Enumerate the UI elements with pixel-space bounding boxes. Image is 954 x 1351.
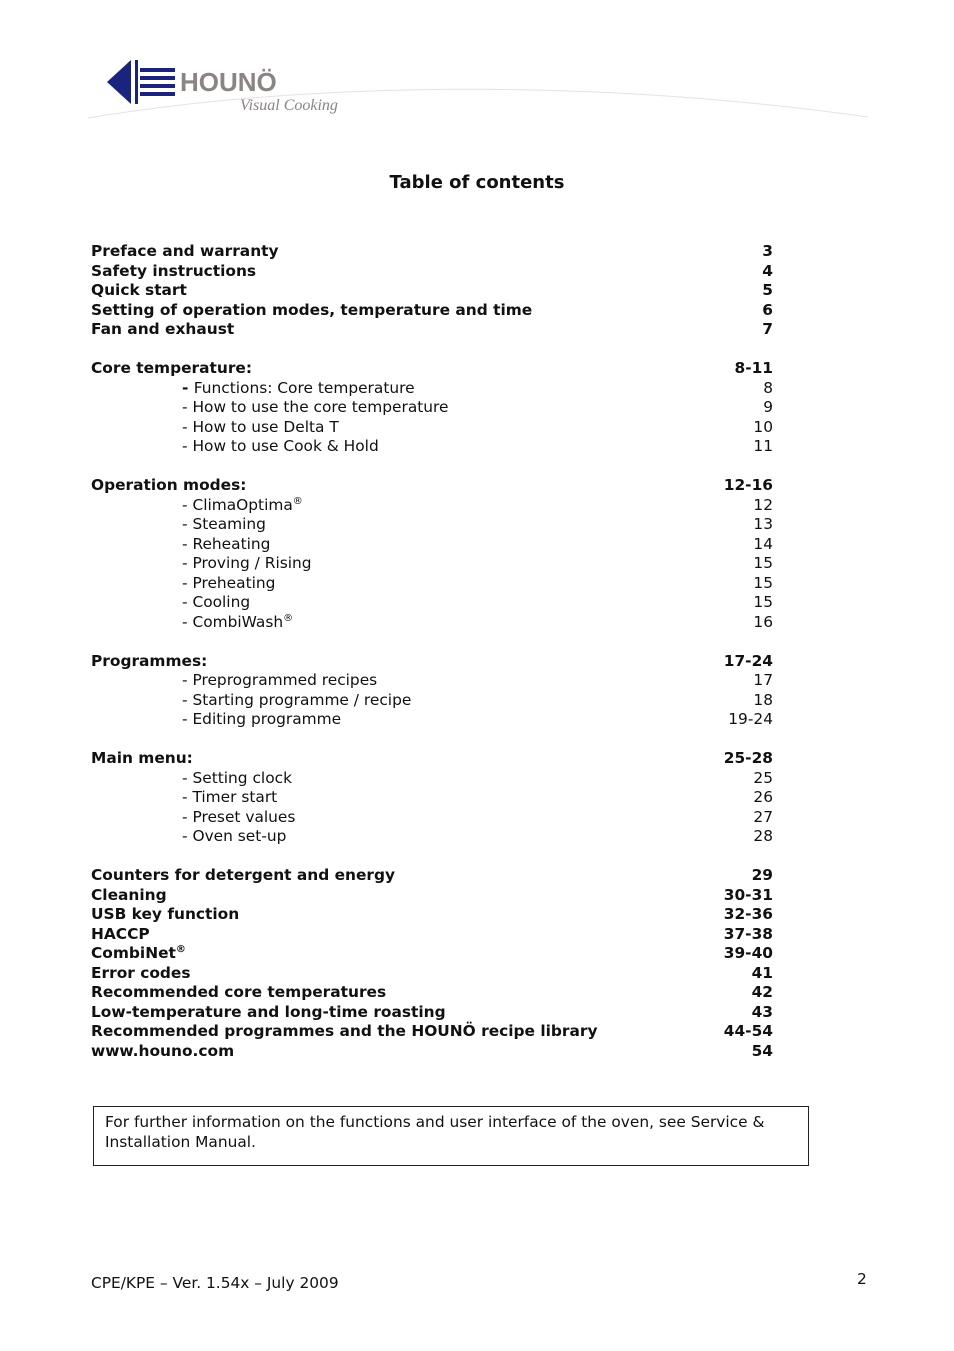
- houno-logo: [88, 55, 868, 125]
- toc-page-number: 10: [753, 417, 773, 436]
- toc-page-number: 17-24: [723, 651, 773, 670]
- toc-entry-text: Preset values: [192, 807, 296, 826]
- toc-entry-label: [91, 652, 207, 672]
- footer-version: CPE/KPE – Ver. 1.54x – July 2009: [91, 1274, 339, 1292]
- toc-entry-label: [91, 749, 193, 769]
- toc-page-number: 54: [751, 1041, 773, 1060]
- toc-entry-label: [91, 808, 295, 828]
- toc-section-row: [91, 1042, 773, 1062]
- toc-subitem-row: [91, 398, 773, 418]
- toc-page-number: 5: [762, 281, 773, 299]
- toc-section-row: [91, 749, 773, 769]
- info-note-text: For further information on the functions and user interface of the oven, see Service & Installation Manual.: [105, 1113, 765, 1151]
- toc-section-row: [91, 359, 773, 379]
- toc-subitem-row: [91, 418, 773, 438]
- toc-entry-label: [91, 554, 312, 574]
- toc-entry-text: Quick start: [91, 281, 187, 299]
- toc-page-number: 12: [753, 495, 773, 514]
- toc-page-number: 19-24: [728, 710, 773, 728]
- toc-bullet-dash: -: [182, 573, 193, 592]
- table-of-contents: [91, 242, 773, 1061]
- toc-entry-text: Cooling: [192, 593, 251, 611]
- toc-entry-label: [91, 925, 150, 945]
- toc-entry-text: USB key function: [91, 905, 240, 923]
- toc-entry-text: Cleaning: [91, 885, 167, 904]
- toc-bullet-dash: -: [182, 710, 193, 728]
- toc-subitem-row: [91, 808, 773, 828]
- toc-page-number: 32-36: [723, 905, 773, 923]
- toc-entry-label: [91, 535, 270, 555]
- toc-bullet-dash: -: [182, 378, 194, 397]
- toc-entry-label: [91, 769, 292, 789]
- registered-mark: ®: [292, 495, 303, 507]
- toc-bullet-dash: -: [182, 612, 193, 631]
- toc-section-row: [91, 1022, 773, 1042]
- toc-subitem-row: [91, 827, 773, 847]
- toc-entry-text: Safety instructions: [91, 261, 257, 280]
- toc-section-row: [91, 320, 773, 340]
- toc-entry-text: Low-temperature and long-time roasting: [91, 1002, 446, 1021]
- toc-entry-text: Programmes:: [91, 651, 208, 670]
- toc-page-number: 14: [753, 534, 773, 553]
- toc-page-number: 25: [753, 768, 773, 787]
- toc-subitem-row: [91, 535, 773, 555]
- toc-page-number: 25-28: [723, 749, 773, 767]
- toc-entry-label: [91, 359, 252, 379]
- toc-page-number: 44-54: [723, 1022, 773, 1040]
- toc-subitem-row: [91, 496, 773, 516]
- toc-bullet-dash: -: [182, 437, 193, 455]
- toc-subitem-row: [91, 613, 773, 633]
- toc-page-number: 4: [762, 261, 773, 280]
- toc-entry-label: [91, 320, 234, 340]
- page-number: 2: [857, 1270, 867, 1288]
- toc-entry-text: Functions: Core temperature: [193, 378, 415, 397]
- toc-section-row: [91, 925, 773, 945]
- toc-subitem-row: [91, 379, 773, 399]
- toc-page-number: 17: [753, 671, 773, 689]
- toc-entry-text: CombiWash: [192, 612, 284, 631]
- toc-entry-label: [91, 964, 191, 984]
- toc-entry-label: [91, 905, 239, 925]
- toc-bullet-dash: -: [182, 807, 193, 826]
- toc-page-number: 42: [751, 983, 773, 1001]
- toc-page-number: 8-11: [734, 359, 773, 377]
- toc-entry-label: [91, 710, 341, 730]
- toc-bullet-dash: -: [182, 788, 193, 806]
- toc-section-row: [91, 983, 773, 1003]
- toc-entry-text: Starting programme / recipe: [192, 690, 412, 709]
- toc-section-row: [91, 1003, 773, 1023]
- toc-entry-label: [91, 437, 379, 457]
- toc-section-row: [91, 886, 773, 906]
- toc-entry-text: HACCP: [91, 924, 150, 943]
- toc-section-row: [91, 281, 773, 301]
- toc-entry-label: [91, 574, 275, 594]
- toc-page-number: 43: [751, 1002, 773, 1021]
- toc-entry-text: Preface and warranty: [91, 242, 279, 260]
- toc-section-row: [91, 301, 773, 321]
- toc-entry-text: Main menu:: [91, 749, 193, 767]
- toc-entry-text: Setting of operation modes, temperature and time: [91, 300, 533, 319]
- toc-entry-label: [91, 262, 256, 282]
- toc-entry-text: Proving / Rising: [192, 554, 312, 572]
- toc-entry-text: CombiNet: [91, 944, 176, 962]
- logo-mark-icon: [107, 60, 175, 104]
- toc-entry-label: [91, 1003, 446, 1023]
- toc-subitem-row: [91, 574, 773, 594]
- toc-page-number: 26: [753, 788, 773, 806]
- toc-entry-label: [91, 398, 449, 418]
- toc-page-number: 27: [753, 807, 773, 826]
- toc-entry-label: [91, 613, 293, 633]
- toc-entry-text: Steaming: [192, 515, 266, 533]
- toc-spacer: [91, 730, 773, 750]
- toc-entry-label: [91, 242, 279, 262]
- toc-entry-label: [91, 301, 532, 321]
- toc-page-number: 16: [753, 612, 773, 631]
- toc-section-row: [91, 905, 773, 925]
- toc-spacer: [91, 340, 773, 360]
- toc-page-number: 12-16: [723, 476, 773, 494]
- toc-entry-text: How to use the core temperature: [192, 398, 449, 416]
- toc-section-row: [91, 262, 773, 282]
- toc-entry-text: Recommended core temperatures: [91, 983, 387, 1001]
- toc-entry-label: [91, 983, 386, 1003]
- toc-subitem-row: [91, 769, 773, 789]
- toc-subitem-row: [91, 671, 773, 691]
- toc-entry-text: Preheating: [192, 573, 276, 592]
- toc-page-number: 7: [762, 320, 773, 338]
- toc-entry-text: Error codes: [91, 963, 191, 982]
- toc-section-row: [91, 476, 773, 496]
- toc-entry-label: [91, 515, 266, 535]
- toc-section-row: [91, 944, 773, 964]
- toc-entry-text: Setting clock: [192, 768, 292, 787]
- toc-entry-label: [91, 1042, 234, 1062]
- toc-entry-label: [91, 281, 187, 301]
- toc-entry-text: Oven set-up: [192, 827, 287, 845]
- toc-entry-label: [91, 691, 411, 711]
- toc-entry-label: [91, 827, 286, 847]
- toc-entry-text: Counters for detergent and energy: [91, 866, 396, 884]
- toc-page-number: 39-40: [723, 944, 773, 962]
- toc-entry-label: [91, 788, 277, 808]
- page-title: Table of contents: [389, 172, 565, 193]
- logo-tagline: Visual Cooking: [240, 97, 338, 114]
- toc-page-number: 9: [763, 398, 773, 416]
- toc-entry-text: Fan and exhaust: [91, 320, 235, 338]
- toc-entry-label: [91, 866, 395, 886]
- toc-page-number: 18: [753, 690, 773, 709]
- toc-page-number: 15: [753, 554, 773, 572]
- toc-page-number: 11: [753, 437, 773, 455]
- toc-section-row: [91, 866, 773, 886]
- toc-page-number: 6: [762, 300, 773, 319]
- toc-entry-text: ClimaOptima: [192, 495, 293, 514]
- toc-page-number: 37-38: [723, 924, 773, 943]
- toc-page-number: 15: [753, 573, 773, 592]
- toc-page-number: 8: [763, 378, 773, 397]
- toc-section-row: [91, 242, 773, 262]
- toc-bullet-dash: -: [182, 554, 193, 572]
- toc-entry-label: [91, 379, 415, 399]
- toc-bullet-dash: -: [182, 515, 193, 533]
- toc-entry-text: How to use Delta T: [192, 417, 339, 436]
- registered-mark: ®: [175, 944, 186, 955]
- toc-entry-label: [91, 476, 246, 496]
- toc-section-row: [91, 652, 773, 672]
- toc-page-number: 15: [753, 593, 773, 611]
- toc-entry-label: [91, 671, 377, 691]
- toc-entry-label: [91, 1022, 598, 1042]
- toc-bullet-dash: -: [182, 827, 193, 845]
- toc-spacer: [91, 632, 773, 652]
- toc-page-number: 13: [753, 515, 773, 533]
- toc-entry-text: Operation modes:: [91, 476, 247, 494]
- toc-subitem-row: [91, 515, 773, 535]
- toc-subitem-row: [91, 437, 773, 457]
- toc-entry-label: [91, 496, 303, 516]
- toc-bullet-dash: -: [182, 398, 193, 416]
- toc-entry-label: [91, 944, 186, 964]
- toc-entry-label: [91, 418, 339, 438]
- toc-bullet-dash: -: [182, 534, 193, 553]
- toc-entry-text: Editing programme: [192, 710, 342, 728]
- toc-entry-text: Core temperature:: [91, 359, 253, 377]
- toc-entry-text: www.houno.com: [91, 1041, 235, 1060]
- registered-mark: ®: [283, 612, 294, 624]
- toc-page-number: 28: [753, 827, 773, 845]
- toc-bullet-dash: -: [182, 593, 193, 611]
- toc-subitem-row: [91, 593, 773, 613]
- toc-spacer: [91, 457, 773, 477]
- toc-section-row: [91, 964, 773, 984]
- toc-entry-text: Reheating: [192, 534, 271, 553]
- toc-bullet-dash: -: [182, 417, 193, 436]
- logo-brand-text: HOUNÖ: [180, 67, 277, 97]
- toc-subitem-row: [91, 788, 773, 808]
- toc-entry-text: Recommended programmes and the HOUNÖ recipe library: [91, 1022, 598, 1040]
- toc-page-number: 41: [751, 963, 773, 982]
- toc-entry-text: How to use Cook & Hold: [192, 437, 379, 455]
- toc-entry-text: Preprogrammed recipes: [192, 671, 378, 689]
- toc-bullet-dash: -: [182, 768, 193, 787]
- toc-entry-text: Timer start: [192, 788, 278, 806]
- toc-bullet-dash: -: [182, 671, 193, 689]
- toc-entry-label: [91, 886, 167, 906]
- toc-page-number: 3: [762, 242, 773, 260]
- toc-subitem-row: [91, 691, 773, 711]
- info-note-box: [93, 1106, 809, 1166]
- toc-bullet-dash: -: [182, 690, 193, 709]
- toc-page-number: 29: [751, 866, 773, 884]
- toc-subitem-row: [91, 710, 773, 730]
- toc-subitem-row: [91, 554, 773, 574]
- toc-page-number: 30-31: [723, 885, 773, 904]
- toc-bullet-dash: -: [182, 495, 193, 514]
- toc-spacer: [91, 847, 773, 867]
- toc-entry-label: [91, 593, 250, 613]
